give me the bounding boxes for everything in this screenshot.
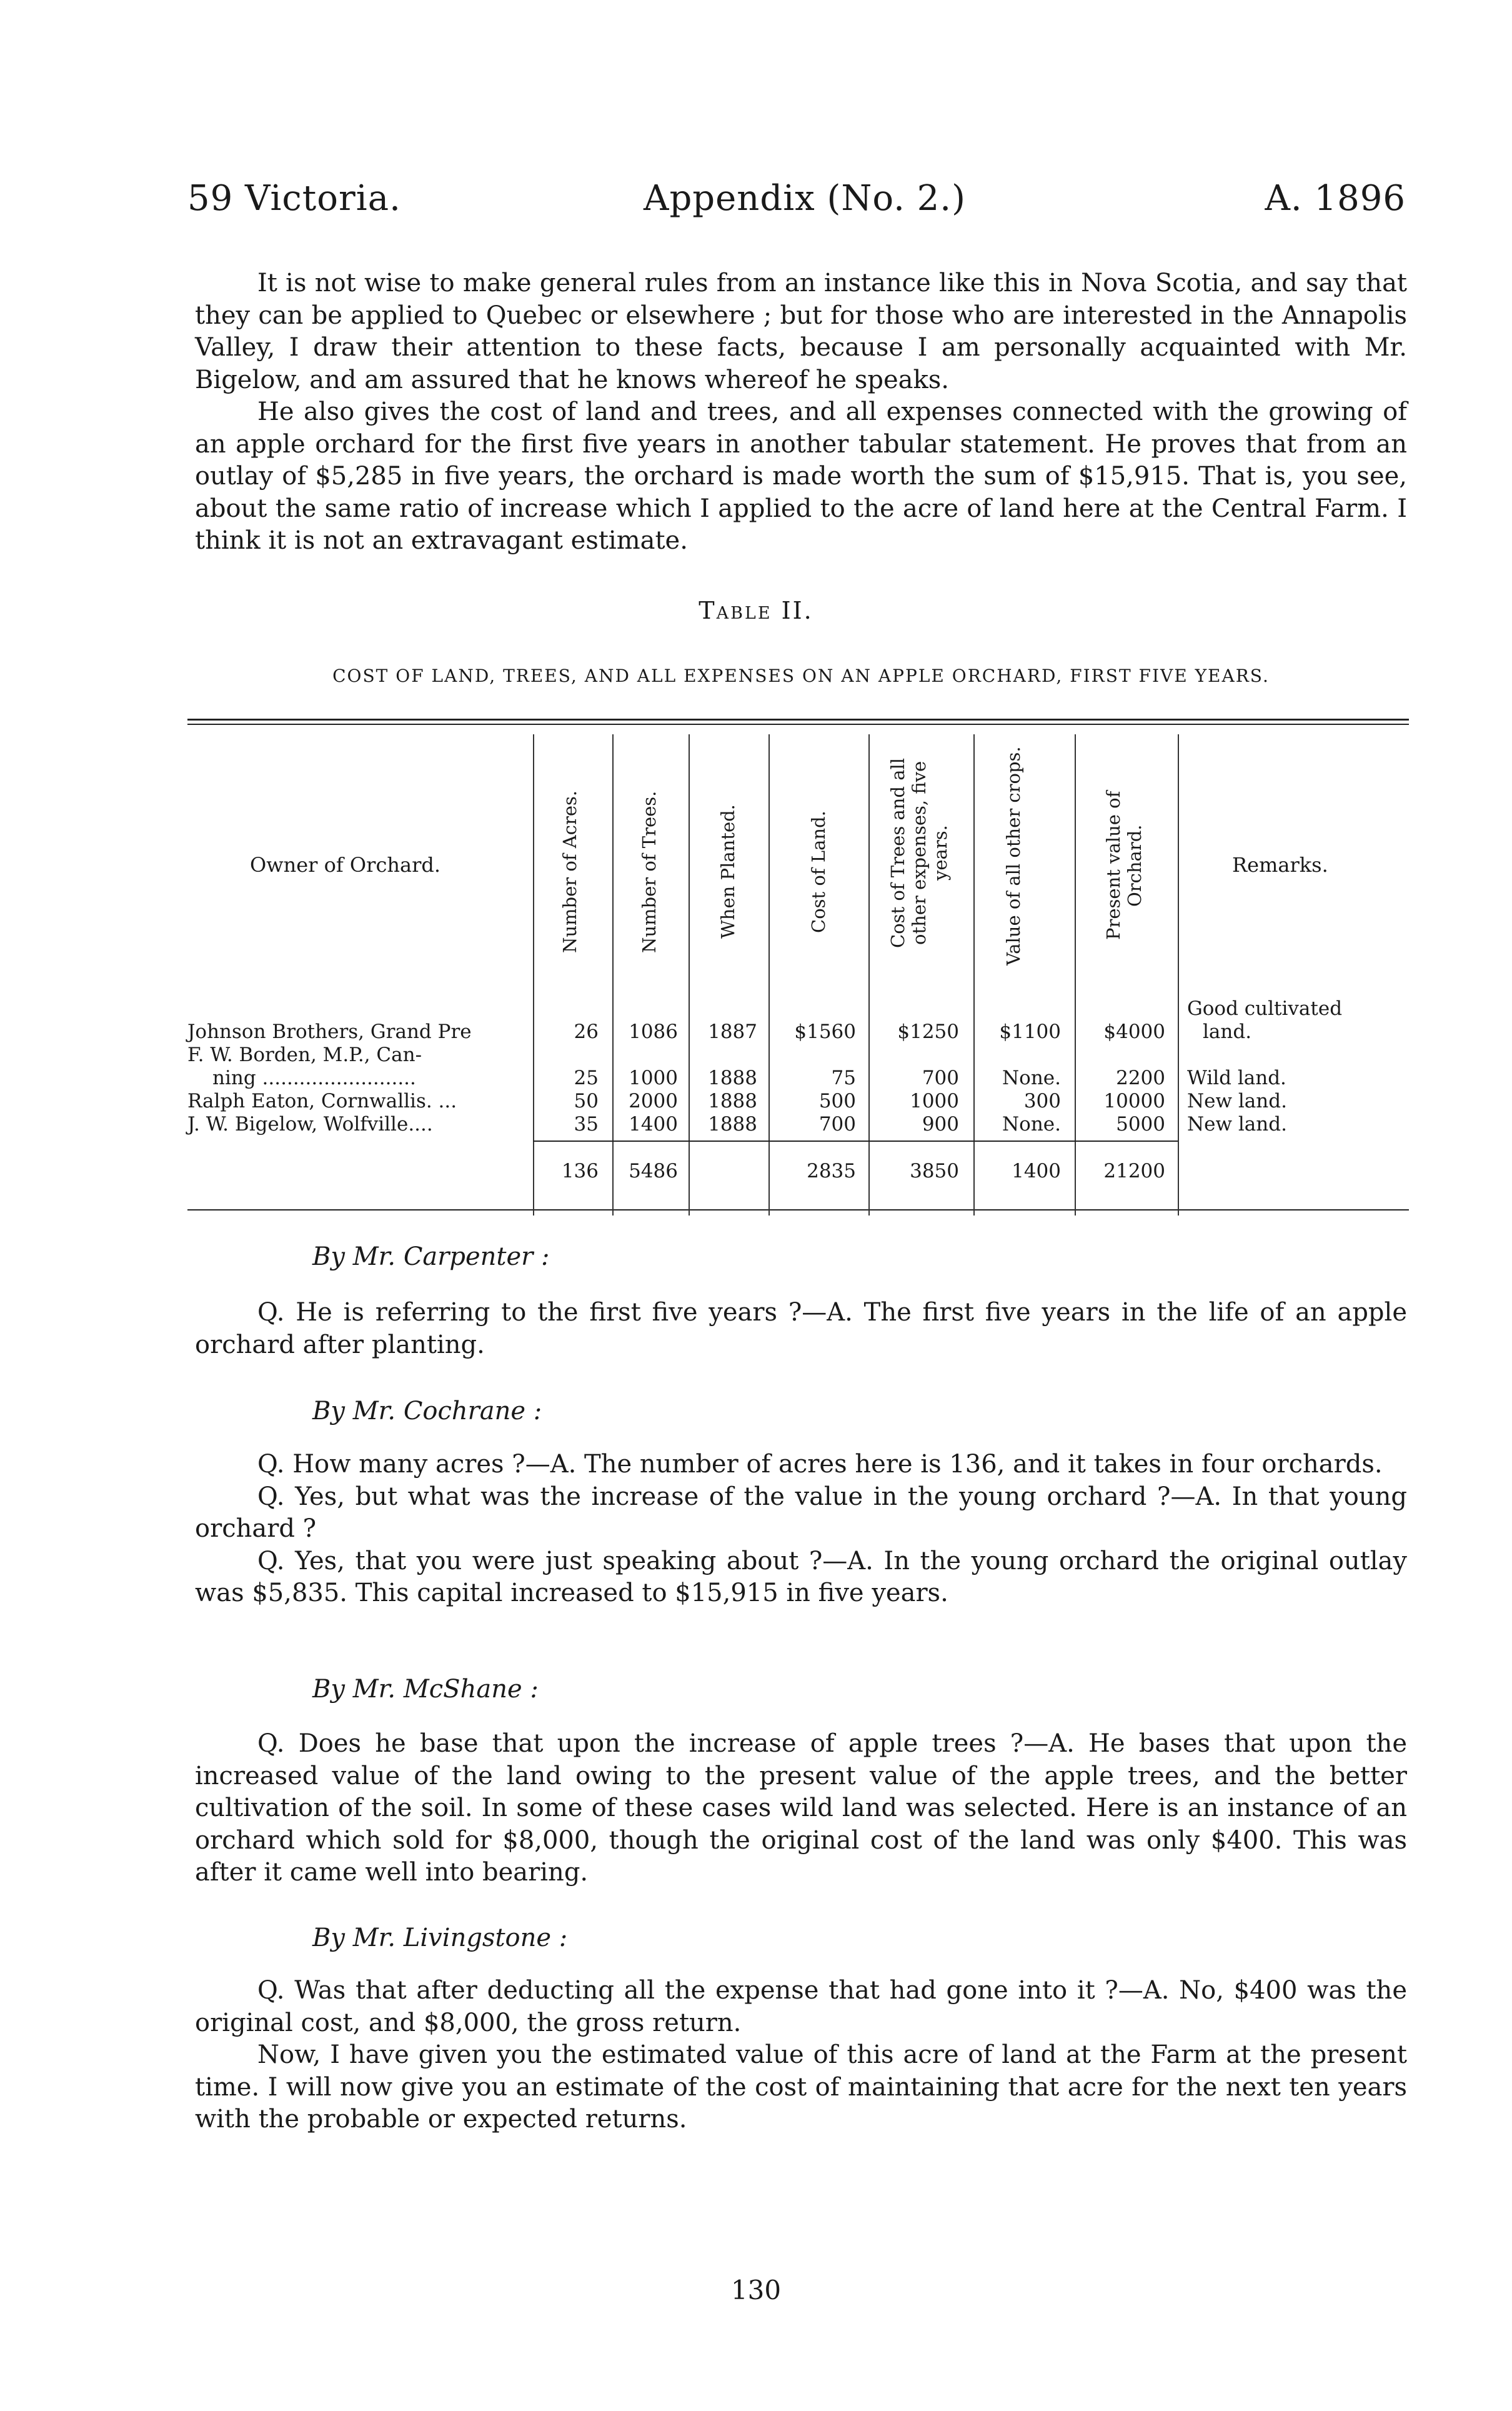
cell-land: 75 [831,1067,856,1089]
cell-other-crops: None. [1002,1113,1061,1136]
cell-owner: ning ......................... [212,1067,416,1089]
cell-planted: 1888 [708,1067,757,1089]
table-caption: COST OF LAND, TREES, AND ALL EXPENSES ON AN APPLE ORCHARD, FIRST FIVE YEARS. [332,666,1270,686]
cell-owner: Ralph Eaton, Cornwallis. ... [187,1090,457,1112]
cell-acres: 35 [574,1113,599,1136]
col-separator [1178,734,1179,1215]
dialogue-block-4 [195,1975,1407,2136]
header-year: A. 1896 [1265,178,1406,219]
col-separator [1075,734,1076,1215]
intro-paragraph-2: He also gives the cost of land and trees, and all expenses connected with the growing of an apple orchard for the first five years in another tabular statement. He proves that from an outlay of $5,285 in five years, the orchard is made worth the sum of $15,915. That is, you see, about the same ratio of increase which I applied to the acre of land here at the Central Farm. I think it is not an extravagant estimate. [195,397,1407,555]
cell-land: 700 [818,1113,856,1136]
cell-remarks: Good cultivated [1187,997,1343,1020]
col-separator [768,734,770,1215]
intro-text [195,267,1407,557]
dialogue-block-1 [195,1297,1407,1361]
cell-remarks: land. [1203,1021,1252,1043]
total-present-value: 21200 [1103,1160,1165,1182]
cell-present-value: 2200 [1116,1067,1165,1089]
header-owner: Owner of Orchard. [250,853,441,877]
header-session: 59 Victoria. [187,178,401,219]
col-separator [533,734,534,1215]
cell-planted: 1888 [708,1090,757,1112]
cell-cost-trees: 900 [922,1113,959,1136]
cell-owner: F. W. Borden, M.P., Can- [187,1044,422,1066]
cell-owner: J. W. Bigelow, Wolfville.... [187,1113,433,1136]
cell-trees: 2000 [629,1090,678,1112]
dialogue-block-2 [195,1449,1407,1610]
header-cost-trees: Cost of Trees and all other expenses, five years. [887,757,951,949]
cell-cost-trees: $1250 [897,1021,959,1043]
header-trees: Number of Trees. [639,791,660,953]
header-other-crops: Value of all other crops. [1003,746,1024,966]
cell-cost-trees: 1000 [910,1090,959,1112]
cell-acres: 25 [574,1067,599,1089]
cell-other-crops: 300 [1023,1090,1061,1112]
cell-land: $1560 [794,1021,856,1043]
orchard-cost-table [187,719,1409,1219]
page-number: 130 [730,2275,782,2305]
question-answer: Q. How many acres ?—A. The number of acres here is 136, and it takes in four orchards. [257,1450,1383,1479]
cell-other-crops: None. [1002,1067,1061,1089]
running-header [187,176,1406,226]
question-answer: Q. Yes, that you were just speaking about ?—A. In the young orchard the original outlay was $5,835. This capital increased to $15,915 in five years. [195,1546,1407,1607]
cell-remarks: Wild land. [1187,1067,1286,1089]
header-present-value: Present value of Orchard. [1103,791,1145,941]
header-appendix: Appendix (No. 2.) [644,178,966,219]
question-answer: Q. Yes, but what was the increase of the value in the young orchard ?—A. In that young orchard ? [195,1482,1407,1543]
col-separator [612,734,614,1215]
closing-paragraph: Now, I have given you the estimated value of this acre of land at the Farm at the present time. I will now give you an estimate of the cost of maintaining that acre for the next ten years with the probable or expected returns. [195,2040,1407,2134]
col-separator [868,734,870,1215]
cell-trees: 1086 [629,1021,678,1043]
col-separator [689,734,690,1215]
question-answer: Q. Does he base that upon the increase of apple trees ?—A. He bases that upon the increased value of the land owing to the present value of the apple trees, and the better cultivation of the soil. In some of these cases wild land was selected. Here is an instance of an orchard which sold for $8,000, though the original cost of the land was only $400. This was after it came well into bearing. [195,1729,1407,1887]
cell-owner: Johnson Brothers, Grand Pre [187,1021,472,1043]
cell-acres: 50 [574,1090,599,1112]
table-top-rule-2 [187,724,1409,725]
speaker-heading: By Mr. McShane : [312,1675,539,1704]
cell-present-value: 10000 [1103,1090,1165,1112]
table-title: Table II. [699,597,813,624]
cell-present-value: $4000 [1103,1021,1165,1043]
total-acres: 136 [561,1160,599,1182]
cell-trees: 1400 [629,1113,678,1136]
total-land: 2835 [807,1160,856,1182]
table-top-rule [187,719,1409,721]
question-answer: Q. Was that after deducting all the expense that had gone into it ?—A. No, $400 was the original cost, and $8,000, the gross return. [195,1976,1407,2037]
speaker-heading: By Mr. Cochrane : [312,1397,542,1425]
cell-remarks: New land. [1187,1090,1287,1112]
speaker-heading: By Mr. Livingstone : [312,1924,568,1952]
total-other-crops: 1400 [1012,1160,1061,1182]
totals-rule [533,1141,1178,1142]
cell-other-crops: $1100 [999,1021,1061,1043]
speaker-heading: By Mr. Carpenter : [312,1242,550,1271]
table-bottom-rule [187,1209,1409,1210]
cell-planted: 1887 [708,1021,757,1043]
intro-paragraph-1: It is not wise to make general rules from an instance like this in Nova Scotia, and say that they can be applied to Quebec or elsewhere ; but for those who are interested in the Annapolis Valley, I draw their attention to these facts, because I am personally acquainted with Mr. Bigelow, and am assured that he knows whereof he speaks. [195,269,1407,394]
dialogue-block-3 [195,1728,1407,1889]
cell-acres: 26 [574,1021,599,1043]
cell-cost-trees: 700 [922,1067,959,1089]
total-cost-trees: 3850 [910,1160,959,1182]
header-land: Cost of Land. [808,811,829,933]
cell-present-value: 5000 [1116,1113,1165,1136]
cell-remarks: New land. [1187,1113,1287,1136]
cell-land: 500 [818,1090,856,1112]
header-acres: Number of Acres. [559,790,580,954]
col-separator [973,734,975,1215]
header-planted: When Planted. [717,804,739,939]
cell-planted: 1888 [708,1113,757,1136]
cell-trees: 1000 [629,1067,678,1089]
total-trees: 5486 [629,1160,678,1182]
header-remarks: Remarks. [1232,853,1328,877]
question-answer: Q. He is referring to the first five years ?—A. The first five years in the life of an apple orchard after planting. [195,1298,1407,1359]
